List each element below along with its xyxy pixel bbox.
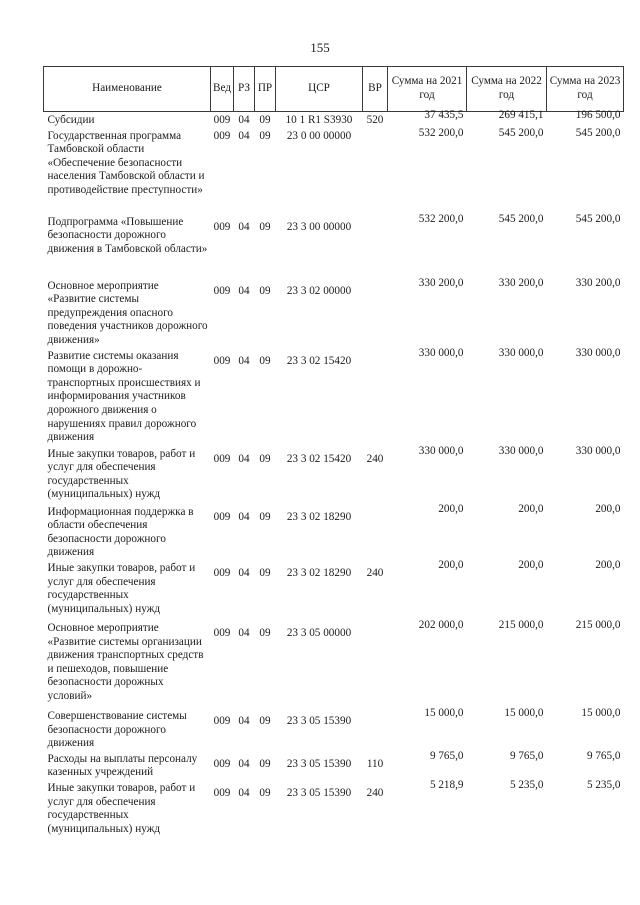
row-sum-2023: 545 200,0 bbox=[575, 212, 621, 225]
row-sum-2023-cell bbox=[547, 778, 624, 846]
row-sum-2021: 202 000,0 bbox=[418, 618, 464, 631]
row-sum-2023-cell bbox=[547, 706, 624, 753]
row-rz: 04 bbox=[238, 626, 250, 639]
row-vr bbox=[363, 130, 388, 216]
row-sum-2023-cell bbox=[547, 444, 624, 506]
row-rz: 04 bbox=[238, 452, 250, 465]
row-csr: 23 3 05 00000 bbox=[286, 626, 352, 639]
row-csr: 23 0 00 00000 bbox=[286, 129, 352, 142]
row-vr bbox=[363, 622, 388, 710]
row-sum-2021-cell bbox=[388, 346, 467, 448]
row-pr: 09 bbox=[259, 354, 271, 367]
row-ved: 009 bbox=[213, 626, 231, 639]
row-rz: 04 bbox=[238, 757, 250, 770]
row-rz: 04 bbox=[238, 714, 250, 727]
row-sum-2022-cell bbox=[467, 558, 547, 622]
row-sum-2023: 15 000,0 bbox=[581, 706, 621, 719]
row-rz: 04 bbox=[238, 354, 250, 367]
row-sum-2023-cell bbox=[547, 502, 624, 562]
header-pr: ПР bbox=[255, 67, 276, 112]
table-row bbox=[44, 130, 624, 216]
row-sum-2022-cell bbox=[467, 749, 547, 782]
row-name: Совершенствование системы безопасности дорожного движения bbox=[47, 709, 187, 750]
row-csr: 23 3 02 15420 bbox=[286, 452, 352, 465]
row-name: Иные закупки товаров, работ и услуг для обеспечения государственных (муниципальных) нужд bbox=[47, 781, 196, 835]
row-sum-2021-cell bbox=[388, 212, 467, 280]
row-csr: 23 3 00 00000 bbox=[286, 220, 352, 233]
row-csr: 23 3 02 18290 bbox=[286, 510, 352, 523]
row-pr: 09 bbox=[259, 284, 271, 297]
row-vr bbox=[363, 280, 388, 350]
row-sum-2021-cell bbox=[388, 558, 467, 622]
header-sum-2022: Сумма на 2022 год bbox=[467, 67, 547, 112]
row-pr: 09 bbox=[259, 786, 271, 799]
row-name: Развитие системы оказания помощи в дорожно-транспортных происшествиях и информирования участников дорожного движения о нарушениях правил дорожного движения bbox=[47, 349, 201, 444]
row-vr: 110 bbox=[366, 757, 384, 770]
row-vr: 240 bbox=[366, 786, 384, 799]
row-pr: 09 bbox=[259, 757, 271, 770]
row-name: Информационная поддержка в области обеспечения безопасности дорожного движения bbox=[47, 505, 194, 559]
row-sum-2021: 532 200,0 bbox=[418, 212, 464, 225]
row-csr: 23 3 05 15390 bbox=[286, 786, 352, 799]
row-ved: 009 bbox=[213, 566, 231, 579]
row-csr: 23 3 05 15390 bbox=[286, 714, 352, 727]
row-pr: 09 bbox=[259, 626, 271, 639]
row-sum-2023-cell bbox=[547, 749, 624, 782]
row-ved: 009 bbox=[213, 354, 231, 367]
row-vr bbox=[363, 350, 388, 448]
row-ved: 009 bbox=[213, 786, 231, 799]
row-vr bbox=[363, 216, 388, 280]
row-csr: 23 3 02 15420 bbox=[286, 354, 352, 367]
table-row bbox=[44, 216, 624, 280]
header-name: Наименование bbox=[44, 67, 211, 112]
row-pr: 09 bbox=[259, 566, 271, 579]
row-sum-2021: 200,0 bbox=[438, 558, 464, 571]
row-ved: 009 bbox=[213, 284, 231, 297]
row-rz: 04 bbox=[238, 114, 250, 126]
row-sum-2023: 215 000,0 bbox=[575, 618, 621, 631]
header-sum-2023: Сумма на 2023 год bbox=[547, 67, 624, 112]
row-pr: 09 bbox=[259, 714, 271, 727]
row-sum-2022-cell bbox=[467, 212, 547, 280]
row-vr: 240 bbox=[366, 566, 384, 579]
row-sum-2021-cell bbox=[388, 778, 467, 846]
header-ved: Вед bbox=[211, 67, 234, 112]
row-sum-2021-cell bbox=[388, 618, 467, 710]
row-sum-2021: 37 435,5 bbox=[424, 109, 464, 121]
row-sum-2023-cell bbox=[547, 618, 624, 710]
row-sum-2023: 5 235,0 bbox=[586, 778, 621, 791]
header-rz: РЗ bbox=[234, 67, 255, 112]
row-rz: 04 bbox=[238, 129, 250, 142]
table-row bbox=[44, 622, 624, 710]
row-sum-2022: 200,0 bbox=[518, 558, 544, 571]
row-sum-2023: 330 200,0 bbox=[575, 276, 621, 289]
table-row bbox=[44, 753, 624, 782]
row-name: Иные закупки товаров, работ и услуг для обеспечения государственных (муниципальных) нужд bbox=[47, 447, 196, 501]
row-sum-2023-cell bbox=[547, 276, 624, 350]
row-sum-2022: 545 200,0 bbox=[498, 212, 544, 225]
row-sum-2021: 330 200,0 bbox=[418, 276, 464, 289]
row-ved: 009 bbox=[213, 114, 231, 126]
row-ved: 009 bbox=[213, 714, 231, 727]
row-vr: 520 bbox=[366, 114, 384, 126]
row-sum-2023-cell bbox=[547, 346, 624, 448]
row-sum-2022: 330 200,0 bbox=[498, 276, 544, 289]
row-rz: 04 bbox=[238, 510, 250, 523]
row-sum-2022: 330 000,0 bbox=[498, 444, 544, 457]
row-name: Субсидии bbox=[47, 114, 95, 126]
row-sum-2023: 200,0 bbox=[595, 502, 621, 515]
row-sum-2023: 196 500,0 bbox=[575, 109, 621, 121]
row-sum-2021: 330 000,0 bbox=[418, 346, 464, 359]
table-row bbox=[44, 782, 624, 846]
row-sum-2021-cell bbox=[388, 706, 467, 753]
row-sum-2021-cell bbox=[388, 502, 467, 562]
row-name: Расходы на выплаты персоналу казенных учреждений bbox=[47, 752, 198, 779]
row-sum-2022: 215 000,0 bbox=[498, 618, 544, 631]
row-pr: 09 bbox=[259, 220, 271, 233]
row-sum-2023: 9 765,0 bbox=[586, 749, 621, 762]
row-sum-2022: 15 000,0 bbox=[504, 706, 544, 719]
row-csr: 23 3 02 18290 bbox=[286, 566, 352, 579]
row-sum-2023-cell bbox=[547, 558, 624, 622]
row-pr: 09 bbox=[259, 129, 271, 142]
row-ved: 009 bbox=[213, 220, 231, 233]
header-sum-2021: Сумма на 2021 год bbox=[388, 67, 467, 112]
row-sum-2023: 200,0 bbox=[595, 558, 621, 571]
row-rz: 04 bbox=[238, 566, 250, 579]
table-row bbox=[44, 280, 624, 350]
row-ved: 009 bbox=[213, 510, 231, 523]
page-number: 155 bbox=[310, 40, 330, 55]
row-csr: 23 3 02 00000 bbox=[286, 284, 352, 297]
row-name: Основное мероприятие «Развитие системы организации движения транспортных средств и пешеходов, повышение безопасности дорожных условий» bbox=[47, 621, 204, 702]
row-pr: 09 bbox=[259, 452, 271, 465]
budget-table bbox=[43, 66, 624, 846]
row-sum-2023: 330 000,0 bbox=[575, 444, 621, 457]
row-name: Иные закупки товаров, работ и услуг для обеспечения государственных (муниципальных) нужд bbox=[47, 561, 196, 615]
row-sum-2023: 545 200,0 bbox=[575, 126, 621, 139]
row-rz: 04 bbox=[238, 220, 250, 233]
row-sum-2022-cell bbox=[467, 502, 547, 562]
row-pr: 09 bbox=[259, 510, 271, 523]
row-sum-2023-cell bbox=[547, 126, 624, 216]
table-row bbox=[44, 710, 624, 753]
row-sum-2022: 5 235,0 bbox=[509, 778, 544, 791]
row-sum-2021: 330 000,0 bbox=[418, 444, 464, 457]
row-name: Подпрограмма «Повышение безопасности дорожного движения в Тамбовской области» bbox=[47, 215, 208, 255]
row-sum-2023: 330 000,0 bbox=[575, 346, 621, 359]
row-sum-2022: 200,0 bbox=[518, 502, 544, 515]
row-sum-2022-cell bbox=[467, 444, 547, 506]
row-sum-2022-cell bbox=[467, 618, 547, 710]
row-sum-2021: 5 218,9 bbox=[429, 778, 464, 791]
row-sum-2021: 532 200,0 bbox=[418, 126, 464, 139]
table-header-row bbox=[44, 67, 624, 112]
row-sum-2021-cell bbox=[388, 126, 467, 216]
row-sum-2023-cell bbox=[547, 212, 624, 280]
row-ved: 009 bbox=[213, 129, 231, 142]
row-vr: 240 bbox=[366, 452, 384, 465]
row-csr: 23 3 05 15390 bbox=[286, 757, 352, 770]
row-pr: 09 bbox=[259, 114, 271, 126]
row-rz: 04 bbox=[238, 284, 250, 297]
row-name: Основное мероприятие «Развитие системы предупреждения опасного поведения участников дорожного движения» bbox=[47, 279, 208, 346]
row-name: Государственная программа Тамбовской области «Обеспечение безопасности населения Тамбовской области и противодействие преступности» bbox=[47, 129, 205, 196]
row-sum-2021-cell bbox=[388, 276, 467, 350]
header-vr: ВР bbox=[363, 67, 388, 112]
row-sum-2022: 330 000,0 bbox=[498, 346, 544, 359]
table-row bbox=[44, 562, 624, 622]
row-sum-2022-cell bbox=[467, 706, 547, 753]
row-sum-2021: 200,0 bbox=[438, 502, 464, 515]
row-csr: 10 1 R1 S3930 bbox=[285, 114, 353, 126]
table-row bbox=[44, 506, 624, 562]
row-sum-2022: 269 415,1 bbox=[498, 109, 544, 121]
header-csr: ЦСР bbox=[276, 67, 363, 112]
row-ved: 009 bbox=[213, 757, 231, 770]
row-sum-2022-cell bbox=[467, 276, 547, 350]
row-sum-2021: 15 000,0 bbox=[424, 706, 464, 719]
row-sum-2021-cell bbox=[388, 749, 467, 782]
row-sum-2022-cell bbox=[467, 346, 547, 448]
table-row bbox=[44, 350, 624, 448]
row-sum-2022-cell bbox=[467, 126, 547, 216]
row-sum-2022: 545 200,0 bbox=[498, 126, 544, 139]
row-vr bbox=[363, 710, 388, 753]
row-sum-2022-cell bbox=[467, 778, 547, 846]
row-ved: 009 bbox=[213, 452, 231, 465]
row-rz: 04 bbox=[238, 786, 250, 799]
table-row bbox=[44, 448, 624, 506]
row-sum-2022: 9 765,0 bbox=[509, 749, 544, 762]
row-sum-2021: 9 765,0 bbox=[429, 749, 464, 762]
row-vr bbox=[363, 506, 388, 562]
row-sum-2021-cell bbox=[388, 444, 467, 506]
